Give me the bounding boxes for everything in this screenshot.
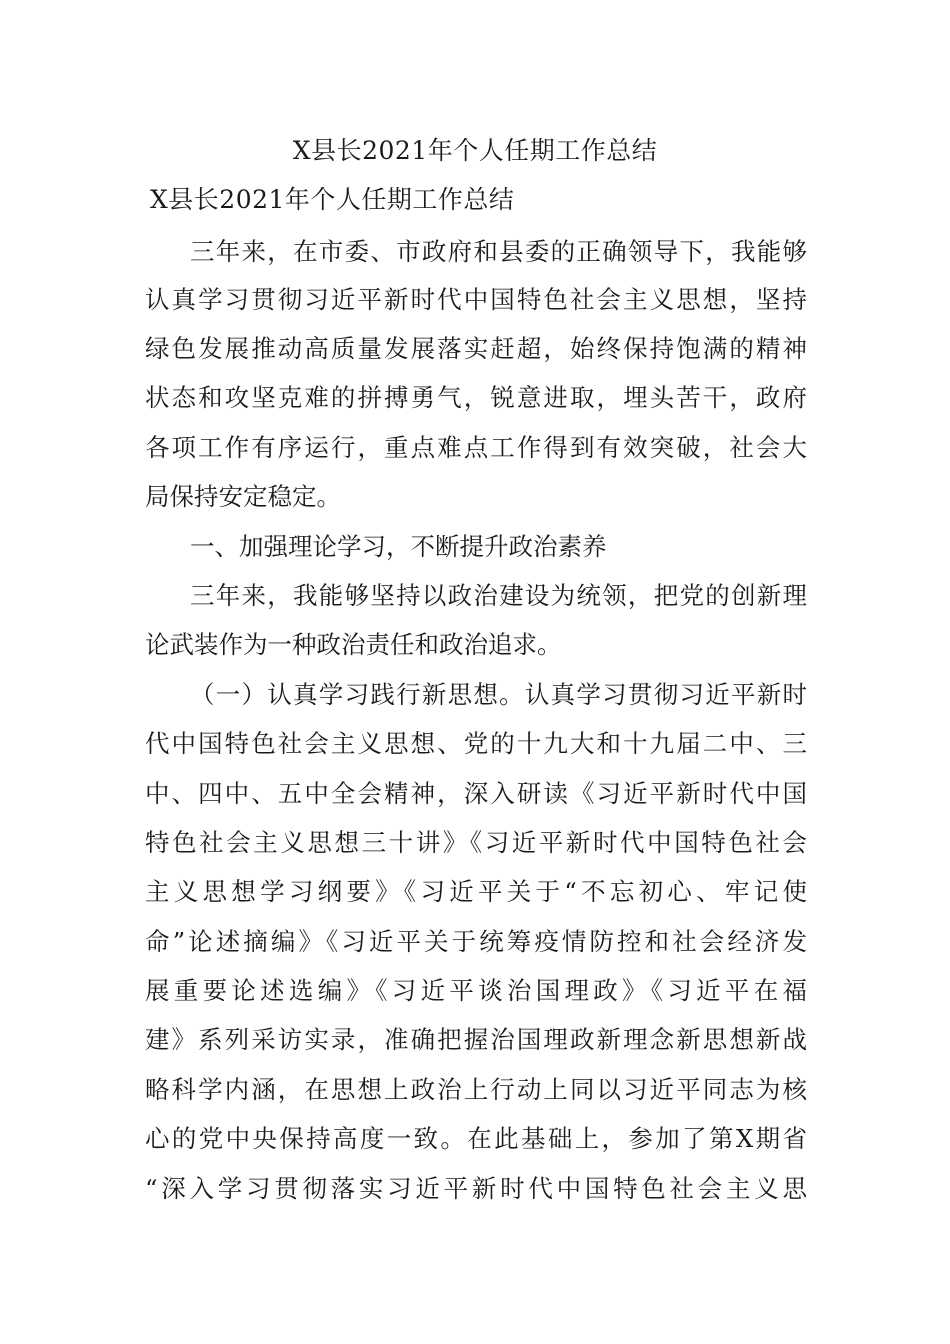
paragraph-line: 中、四中、五中全会精神，深入研读《习近平新时代中国 <box>145 779 807 808</box>
paragraph-line: （一）认真学习践行新思想。认真学习贯彻习近平新时 <box>190 680 807 709</box>
paragraph-line: 状态和攻坚克难的拼搏勇气，锐意进取，埋头苦干，政府 <box>145 383 807 412</box>
paragraph-line: 各项工作有序运行，重点难点工作得到有效突破，社会大 <box>145 433 807 462</box>
paragraph-line: 三年来，我能够坚持以政治建设为统领，把党的创新理 <box>190 581 807 610</box>
paragraph-line: “深入学习贯彻落实习近平新时代中国特色社会主义思 <box>145 1174 807 1203</box>
paragraph-line: 命”论述摘编》《习近平关于统筹疫情防控和社会经济发 <box>145 927 807 956</box>
paragraph-line: 代中国特色社会主义思想、党的十九大和十九届二中、三 <box>145 729 807 758</box>
paragraph-line: 认真学习贯彻习近平新时代中国特色社会主义思想，坚持 <box>145 285 807 314</box>
paragraph-line: 建》系列采访实录，准确把握治国理政新理念新思想新战 <box>145 1025 807 1054</box>
paragraph-line: 心的党中央保持高度一致。在此基础上，参加了第X期省 <box>145 1124 807 1153</box>
paragraph-line: 展重要论述选编》《习近平谈治国理政》《习近平在福 <box>145 976 807 1005</box>
document-subtitle: X县长2021年个人任期工作总结 <box>150 185 515 214</box>
paragraph-line: 特色社会主义思想三十讲》《习近平新时代中国特色社会 <box>145 828 807 857</box>
section-heading: 一、加强理论学习，不断提升政治素养 <box>190 532 607 561</box>
paragraph-line: 绿色发展推动高质量发展落实赶超，始终保持饱满的精神 <box>145 334 807 363</box>
document-title: X县长2021年个人任期工作总结 <box>292 136 658 165</box>
paragraph-line: 局保持安定稳定。 <box>145 482 341 511</box>
paragraph-line: 论武装作为一种政治责任和政治追求。 <box>145 630 562 659</box>
paragraph-line: 略科学内涵，在思想上政治上行动上同以习近平同志为核 <box>145 1075 807 1104</box>
paragraph-line: 三年来，在市委、市政府和县委的正确领导下，我能够 <box>190 237 807 266</box>
paragraph-line: 主义思想学习纲要》《习近平关于“不忘初心、牢记使 <box>145 877 807 906</box>
